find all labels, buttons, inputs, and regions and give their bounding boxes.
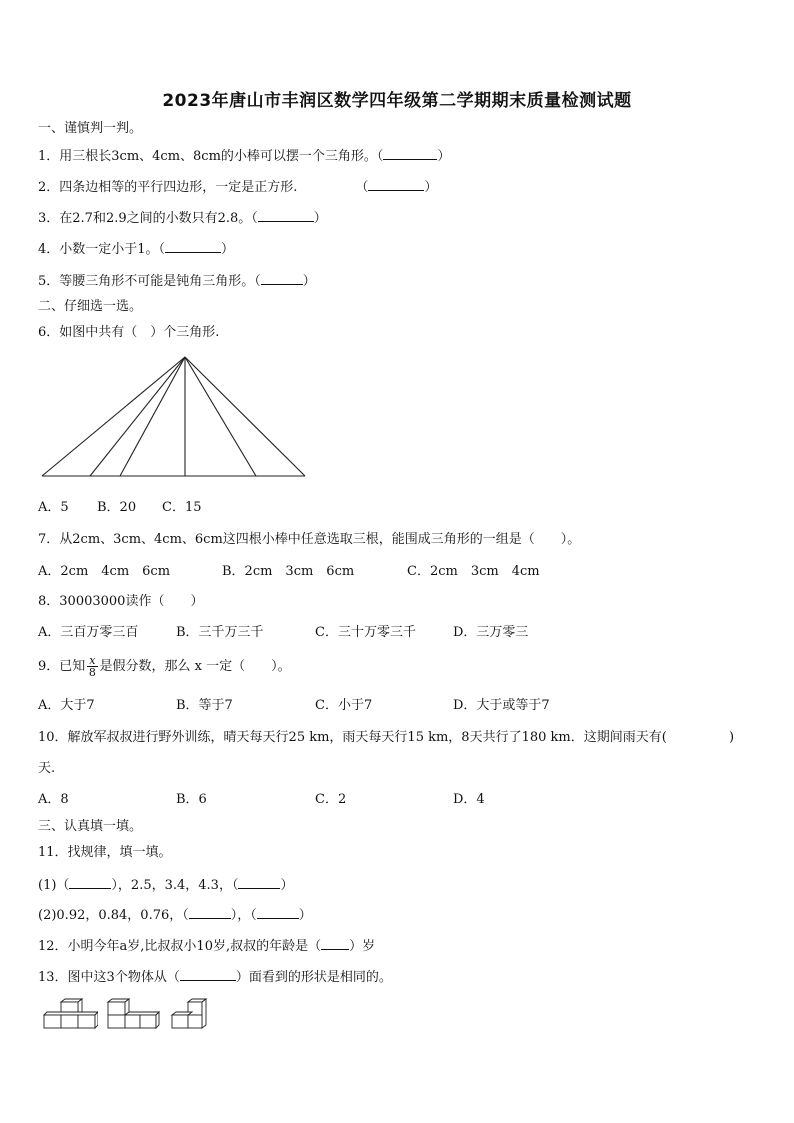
question-8-text: 8．30003000读作（ ） [38, 594, 204, 609]
answer-blank[interactable] [238, 875, 280, 889]
option-a[interactable]: A．2cm 4cm 6cm [38, 564, 171, 579]
answer-blank[interactable] [69, 875, 111, 889]
section-heading-2: 二、仔细选一选。 [38, 299, 143, 314]
answer-blank[interactable] [258, 208, 314, 222]
answer-blank[interactable] [165, 239, 221, 253]
question-4: 4．小数一定小于1。（ ） [38, 239, 234, 259]
page-title: 2023年唐山市丰润区数学四年级第二学期期末质量检测试题 [162, 91, 632, 111]
question-1: 1．用三根长3cm、4cm、8cm的小棒可以摆一个三角形。（ ） [38, 146, 450, 166]
option-d[interactable]: D．大于或等于7 [453, 698, 550, 713]
option-a[interactable]: A．5 [38, 500, 69, 515]
question-3: 3．在2.7和2.9之间的小数只有2.8。（ ） [38, 208, 327, 228]
question-11-part-1: (1)（ ），2.5，3.4，4.3，（ ） [38, 875, 293, 895]
option-b[interactable]: B．6 [176, 792, 207, 807]
option-b[interactable]: B．等于7 [176, 698, 233, 713]
question-9-post: 是假分数，那么 x 一定（ ）。 [99, 659, 291, 674]
answer-blank[interactable] [189, 905, 231, 919]
option-b[interactable]: B．20 [97, 500, 137, 515]
option-c[interactable]: C．三十万零三千 [315, 625, 416, 640]
question-13: 13．图中这3个物体从（ ）面看到的形状是相同的。 [38, 967, 392, 987]
question-2: 2．四条边相等的平行四边形，一定是正方形. （ ） [38, 177, 437, 197]
fraction-x-over-8: $\frac{x}{8}$ [88, 654, 96, 679]
answer-blank[interactable] [368, 177, 424, 191]
question-9 [38, 654, 291, 680]
option-b[interactable]: B．三千万三千 [176, 625, 264, 640]
option-a[interactable]: A．大于7 [38, 698, 95, 713]
option-c[interactable]: C．2cm 3cm 4cm [407, 564, 540, 579]
cube-figure-3 [169, 998, 209, 1030]
question-10-line-2: 天. [38, 761, 56, 776]
question-2-text: 2．四条边相等的平行四边形，一定是正方形. [38, 180, 298, 195]
question-7-text: 7．从2cm、3cm、4cm、6cm这四根小棒中任意选取三根，能围成三角形的一组是（ ）。 [38, 532, 581, 547]
question-4-text: 4．小数一定小于1。（ [38, 242, 166, 257]
question-10-line-1: 10．解放军叔叔进行野外训练，晴天每天行25 km，雨天每天行15 km，8天共行了180 km．这期间雨天有( [38, 730, 667, 745]
question-9-pre: 9．已知 [38, 659, 86, 674]
answer-blank[interactable] [383, 146, 437, 160]
answer-blank[interactable] [321, 936, 349, 950]
option-c[interactable]: C．小于7 [315, 698, 373, 713]
answer-blank[interactable] [261, 271, 303, 285]
question-6-text: 6．如图中共有（ ）个三角形. [38, 325, 220, 340]
question-11-text: 11．找规律，填一填。 [38, 845, 172, 860]
option-b[interactable]: B．2cm 3cm 6cm [222, 564, 355, 579]
question-10-close-paren: ) [729, 730, 735, 745]
option-c[interactable]: C．2 [315, 792, 347, 807]
section-heading-3: 三、认真填一填。 [38, 819, 143, 834]
question-5: 5．等腰三角形不可能是钝角三角形。（ ） [38, 271, 316, 291]
option-d[interactable]: D．4 [453, 792, 485, 807]
question-3-text: 3．在2.7和2.9之间的小数只有2.8。（ [38, 211, 258, 226]
question-5-text: 5．等腰三角形不可能是钝角三角形。（ [38, 274, 261, 289]
option-d[interactable]: D．三万零三 [453, 625, 529, 640]
question-11-part-2: (2)0.92，0.84，0.76，（ ），（ ） [38, 905, 312, 925]
option-a[interactable]: A．8 [38, 792, 69, 807]
question-1-text: 1．用三根长3cm、4cm、8cm的小棒可以摆一个三角形。（ [38, 149, 384, 164]
answer-blank[interactable] [257, 905, 299, 919]
option-a[interactable]: A．三百万零三百 [38, 625, 139, 640]
option-c[interactable]: C．15 [162, 500, 202, 515]
cube-figure-2 [104, 998, 160, 1030]
question-12: 12．小明今年a岁,比叔叔小10岁,叔叔的年龄是（ ）岁 [38, 936, 375, 956]
answer-blank[interactable] [180, 967, 236, 981]
cube-figure-1 [40, 998, 98, 1030]
section-heading-1: 一、谨慎判一判。 [38, 121, 143, 136]
triangle-figure [38, 352, 310, 482]
